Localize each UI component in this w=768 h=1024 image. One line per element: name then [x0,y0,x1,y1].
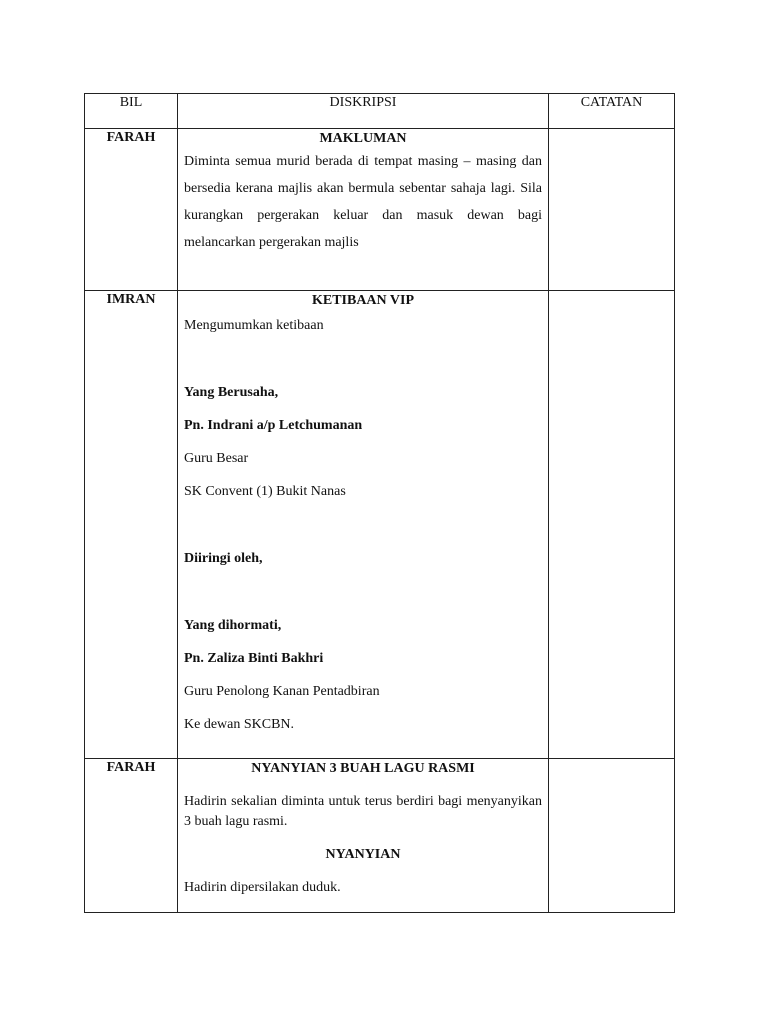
destination-text: Ke dewan SKCBN. [184,717,295,732]
vip2-name: Pn. Zaliza Binti Bakhri [184,651,324,666]
description-cell [178,759,549,913]
description-cell [178,291,549,759]
section-title: KETIBAAN VIP [311,293,415,308]
catatan-cell [549,291,675,759]
vip2-position: Guru Penolong Kanan Pentadbiran [184,684,380,699]
announce-text: Mengumumkan ketibaan [184,318,324,333]
vip1-salutation: Yang Berusaha, [184,385,279,400]
speaker-name: FARAH [106,130,156,145]
vip1-position: Guru Besar [184,451,249,466]
header-diskripsi: DISKRIPSI [178,94,549,129]
catatan-cell [549,759,675,913]
accompanied-by: Diiringi oleh, [184,551,263,566]
section-paragraph: Diminta semua murid berada di tempat masing – masing dan bersedia kerana majlis akan bermula sebentar sahaja lagi. Sila kurangkan pergerakan keluar dan masuk dewan bagi melancarkan pergerakan majlis [184,154,542,250]
table-header-row [85,94,675,129]
speaker-cell [85,291,178,759]
section-title: NYANYIAN 3 BUAH LAGU RASMI [251,761,475,776]
section-paragraph: Hadirin sekalian diminta untuk terus berdiri bagi menyanyikan 3 buah lagu rasmi. [184,794,542,829]
header-bil: BIL [85,94,178,129]
catatan-cell [549,129,675,291]
section-title: MAKLUMAN [319,131,407,146]
vip1-name: Pn. Indrani a/p Letchumanan [184,418,363,433]
table-row [85,129,675,291]
program-script-table [84,93,675,913]
speaker-cell [85,759,178,913]
speaker-cell [85,129,178,291]
closing-text: Hadirin dipersilakan duduk. [184,880,341,895]
vip2-salutation: Yang dihormati, [184,618,282,633]
speaker-name: FARAH [106,760,156,775]
header-catatan: CATATAN [549,94,675,129]
vip1-school: SK Convent (1) Bukit Nanas [184,484,346,499]
section-subtitle: NYANYIAN [325,847,401,862]
table-row [85,291,675,759]
table-row [85,759,675,913]
speaker-name: IMRAN [106,292,156,307]
description-cell [178,129,549,291]
